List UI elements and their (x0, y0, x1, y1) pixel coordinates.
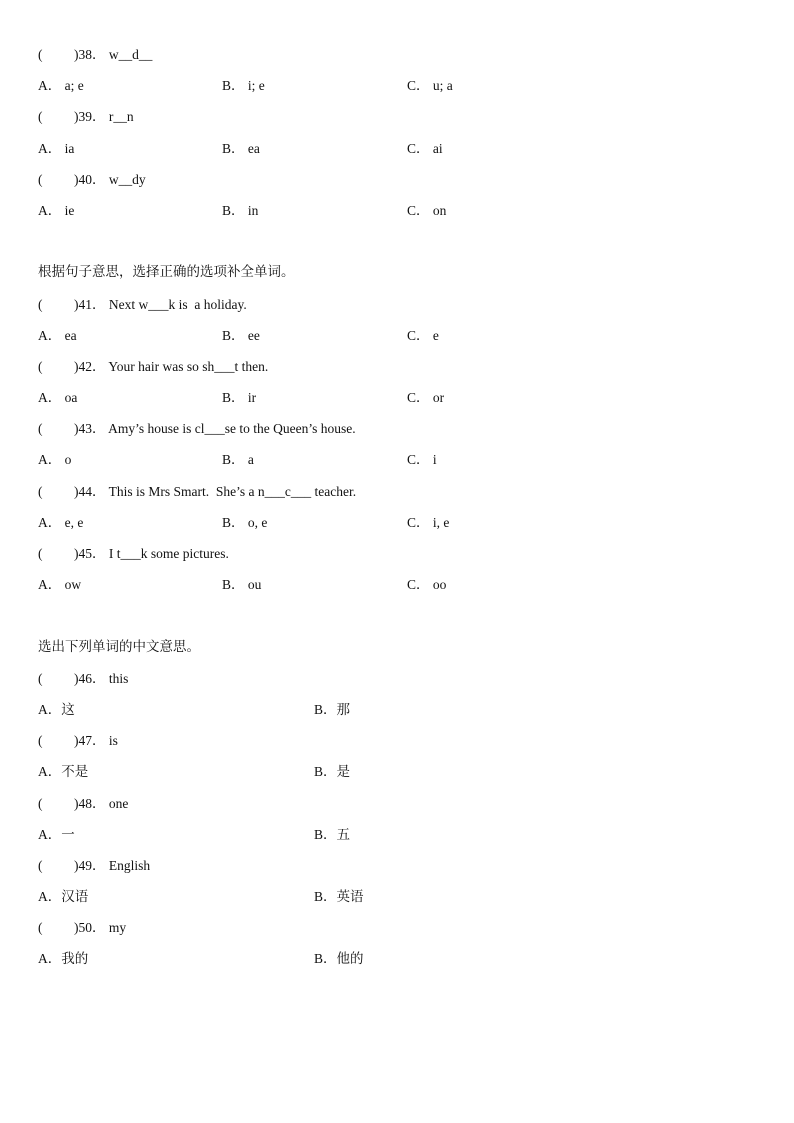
option-b[interactable]: B．五 (314, 826, 351, 842)
option-b[interactable]: B．是 (314, 764, 351, 780)
option-a[interactable]: A．我的 (38, 951, 89, 967)
option-b[interactable]: B． ou (222, 577, 262, 593)
question-text: English (108, 857, 151, 873)
question-text: this (108, 670, 129, 686)
answer-blank[interactable]: ( (38, 546, 43, 561)
option-b[interactable]: B． i; e (222, 78, 265, 94)
options-row (38, 819, 758, 850)
question-row (38, 413, 758, 444)
question-row (38, 788, 758, 819)
options-row (38, 320, 758, 351)
question-row (38, 850, 758, 881)
question-number: )40． (74, 171, 106, 187)
options-row (38, 881, 758, 912)
options-row (38, 70, 758, 101)
option-b[interactable]: B．英语 (314, 889, 364, 905)
option-a[interactable]: A． ow (38, 577, 82, 593)
question-row (38, 164, 758, 195)
question-number: )43． (74, 421, 106, 437)
option-a[interactable]: A． a; e (38, 78, 84, 94)
question-row (38, 101, 758, 132)
options-row (38, 694, 758, 725)
option-b[interactable]: B． ee (222, 327, 260, 343)
options-row (38, 444, 758, 475)
answer-blank[interactable]: ( (38, 857, 43, 873)
option-b[interactable]: B． ea (222, 140, 260, 156)
answer-blank[interactable]: ( (38, 296, 43, 312)
question-number: )44． (74, 483, 106, 499)
options-row (38, 133, 758, 164)
question-number: )50． (74, 920, 106, 936)
question-row (38, 351, 758, 382)
options-row (38, 569, 758, 600)
question-number: )45． (74, 546, 106, 561)
question-number: )39． (74, 109, 106, 125)
answer-blank[interactable]: ( (38, 670, 43, 686)
option-a[interactable]: A． ie (38, 202, 75, 218)
option-c[interactable]: C． ai (407, 140, 443, 156)
question-row (38, 912, 758, 943)
answer-blank[interactable]: ( (38, 171, 43, 187)
answer-blank[interactable]: ( (38, 47, 43, 62)
question-number: )47． (74, 733, 106, 749)
question-number: )46． (74, 670, 106, 686)
section-spacer (38, 600, 758, 631)
worksheet-page (38, 39, 758, 975)
question-number: )48． (74, 795, 106, 811)
option-c[interactable]: C． i, e (407, 514, 450, 530)
answer-blank[interactable]: ( (38, 483, 43, 499)
option-a[interactable]: A． ia (38, 140, 75, 156)
question-text: w__dy (108, 171, 146, 187)
question-number: )41． (74, 296, 106, 312)
option-a[interactable]: A．汉语 (38, 889, 89, 905)
question-row (38, 39, 758, 70)
question-text: Amy’s house is cl___se to the Queen’s house. (108, 421, 356, 437)
question-text: Next w___k is a holiday. (108, 296, 247, 312)
answer-blank[interactable]: ( (38, 109, 43, 125)
question-row (38, 663, 758, 694)
question-text: my (108, 920, 127, 936)
options-row (38, 756, 758, 787)
option-b[interactable]: B． a (222, 452, 254, 468)
options-row (38, 507, 758, 538)
section-heading: 根据句子意思，选择正确的选项补全单词。 (38, 264, 295, 281)
options-row (38, 195, 758, 226)
section-heading: 选出下列单词的中文意思。 (38, 638, 200, 655)
option-c[interactable]: C． or (407, 390, 445, 406)
option-c[interactable]: C． on (407, 202, 447, 218)
option-b[interactable]: B． ir (222, 390, 257, 406)
option-a[interactable]: A． ea (38, 327, 77, 343)
option-c[interactable]: C． e (407, 327, 439, 343)
question-text: I t___k some pictures. (108, 546, 229, 561)
answer-blank[interactable]: ( (38, 421, 43, 437)
option-c[interactable]: C． oo (407, 577, 447, 593)
answer-blank[interactable]: ( (38, 920, 43, 936)
option-a[interactable]: A． e, e (38, 514, 84, 530)
answer-blank[interactable]: ( (38, 795, 43, 811)
option-b[interactable]: B． o, e (222, 514, 268, 530)
option-b[interactable]: B． in (222, 202, 259, 218)
question-number: )38． (74, 47, 106, 62)
option-c[interactable]: C． u; a (407, 78, 453, 94)
question-row (38, 538, 758, 569)
question-row (38, 289, 758, 320)
question-text: is (108, 733, 118, 749)
question-number: )42． (74, 358, 106, 374)
question-text: This is Mrs Smart. She’s a n___c___ teacher. (108, 483, 357, 499)
option-a[interactable]: A． oa (38, 390, 78, 406)
option-a[interactable]: A．一 (38, 826, 75, 842)
question-number: )49． (74, 857, 106, 873)
options-row (38, 382, 758, 413)
answer-blank[interactable]: ( (38, 358, 43, 374)
question-text: one (108, 795, 129, 811)
question-text: w__d__ (108, 47, 153, 62)
option-b[interactable]: B．他的 (314, 951, 364, 967)
answer-blank[interactable]: ( (38, 733, 43, 749)
options-row (38, 943, 758, 974)
question-text: r__n (108, 109, 134, 125)
option-b[interactable]: B．那 (314, 701, 351, 717)
question-row (38, 725, 758, 756)
option-a[interactable]: A．这 (38, 701, 75, 717)
option-a[interactable]: A． o (38, 452, 72, 468)
option-a[interactable]: A．不是 (38, 764, 89, 780)
option-c[interactable]: C． i (407, 452, 437, 468)
question-row (38, 476, 758, 507)
section-spacer (38, 226, 758, 257)
question-text: Your hair was so sh___t then. (108, 358, 269, 374)
